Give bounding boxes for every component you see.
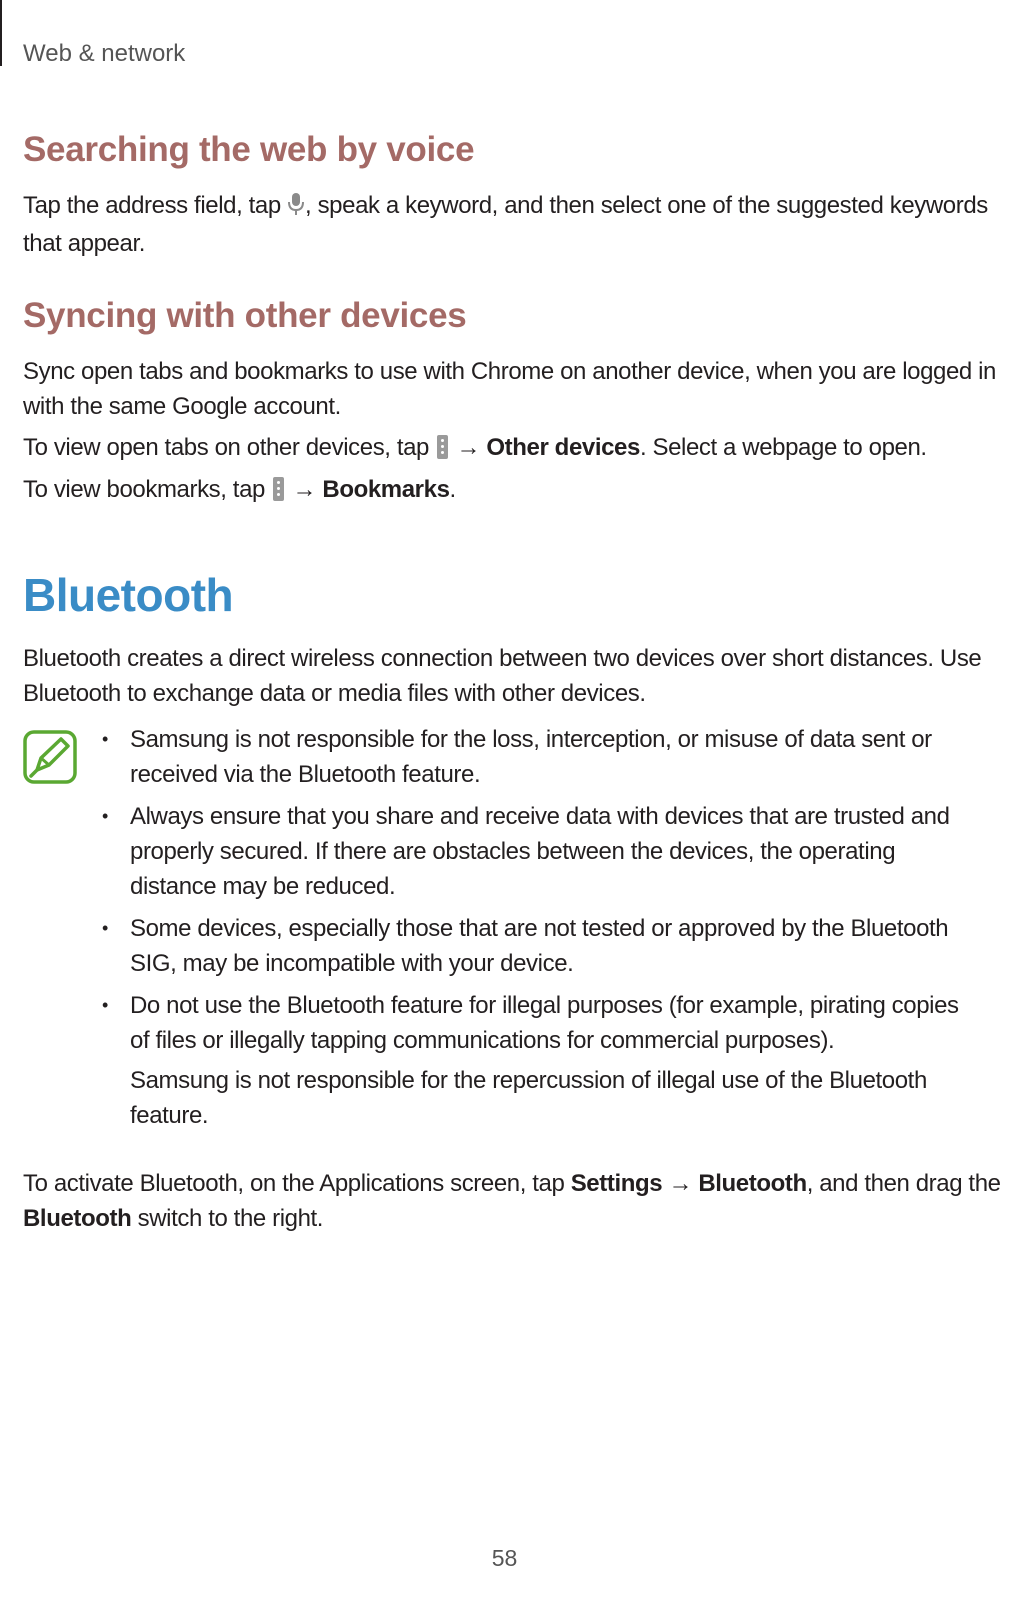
open-tabs-arrow: →: [450, 434, 487, 461]
note-item: [100, 988, 980, 1133]
note-text: Some devices, especially those that are not tested or approved by the Bluetooth SIG, may be incompatible with your device.: [130, 915, 949, 977]
open-tabs-text-2: . Select a webpage to open.: [639, 434, 927, 461]
bullet-dot: •: [102, 806, 108, 826]
bookmarks-arrow: →: [286, 476, 323, 503]
running-header: Web & network: [23, 40, 186, 67]
note-item: [100, 722, 980, 792]
voice-search-text-2: , speak a keyword, and then select one of the suggested keywords that appear.: [23, 192, 988, 257]
open-tabs-text: To view open tabs on other devices, tap: [23, 434, 436, 461]
more-options-icon: [273, 477, 284, 501]
voice-search-text-1: Tap the address field, tap: [23, 192, 288, 219]
syncing-heading: Syncing with other devices: [23, 296, 467, 335]
syncing-open-tabs: [23, 430, 1001, 465]
bullet-dot: •: [102, 995, 108, 1015]
bookmarks-text-2: .: [449, 476, 456, 503]
bullet-dot: •: [102, 729, 108, 749]
page-number: 58: [491, 1545, 518, 1571]
bluetooth-activate: [23, 1166, 1001, 1236]
note-extra-text: Samsung is not responsible for the repercussion of illegal use of the Bluetooth feature.: [130, 1067, 927, 1129]
header-rule: [0, 0, 2, 66]
note-text: Samsung is not responsible for the loss, interception, or misuse of data sent or received via the Bluetooth feature.: [130, 726, 932, 788]
note-item: [100, 799, 980, 904]
voice-search-heading: Searching the web by voice: [23, 130, 475, 169]
other-devices-label: Other devices: [486, 434, 640, 461]
bluetooth-heading: Bluetooth: [23, 569, 234, 621]
bluetooth-switch-label: Bluetooth: [23, 1205, 132, 1232]
activate-text-3: switch to the right.: [131, 1205, 324, 1232]
note-text: Do not use the Bluetooth feature for illegal purposes (for example, pirating copies of files or illegally tapping communications for commercial purposes).: [130, 992, 959, 1054]
activate-text-2: , and then drag the: [806, 1170, 1001, 1197]
settings-label: Settings: [570, 1170, 663, 1197]
activate-arrow: →: [662, 1170, 699, 1197]
microphone-icon: [287, 191, 305, 226]
bullet-dot: •: [102, 918, 108, 938]
activate-text-1: To activate Bluetooth, on the Applications screen, tap: [23, 1170, 571, 1197]
bookmarks-label: Bookmarks: [322, 476, 450, 503]
syncing-bookmarks: [23, 472, 1001, 507]
note-text: Always ensure that you share and receive data with devices that are trusted and properly secured. If there are obstacles between the devices, the operating distance may be reduced.: [130, 803, 950, 900]
note-pencil-icon: [23, 730, 77, 784]
bluetooth-label: Bluetooth: [698, 1170, 807, 1197]
bluetooth-intro: Bluetooth creates a direct wireless connection between two devices over short distances. Use Bluetooth to exchange data or media files with other devices.: [23, 645, 982, 707]
note-item: [100, 911, 980, 981]
more-options-icon: [437, 435, 448, 459]
syncing-intro: Sync open tabs and bookmarks to use with Chrome on another device, when you are logged in with the same Google account.: [23, 358, 997, 420]
bluetooth-notes: [100, 722, 980, 1140]
voice-search-paragraph: [23, 188, 1001, 261]
bookmarks-text: To view bookmarks, tap: [23, 476, 272, 503]
